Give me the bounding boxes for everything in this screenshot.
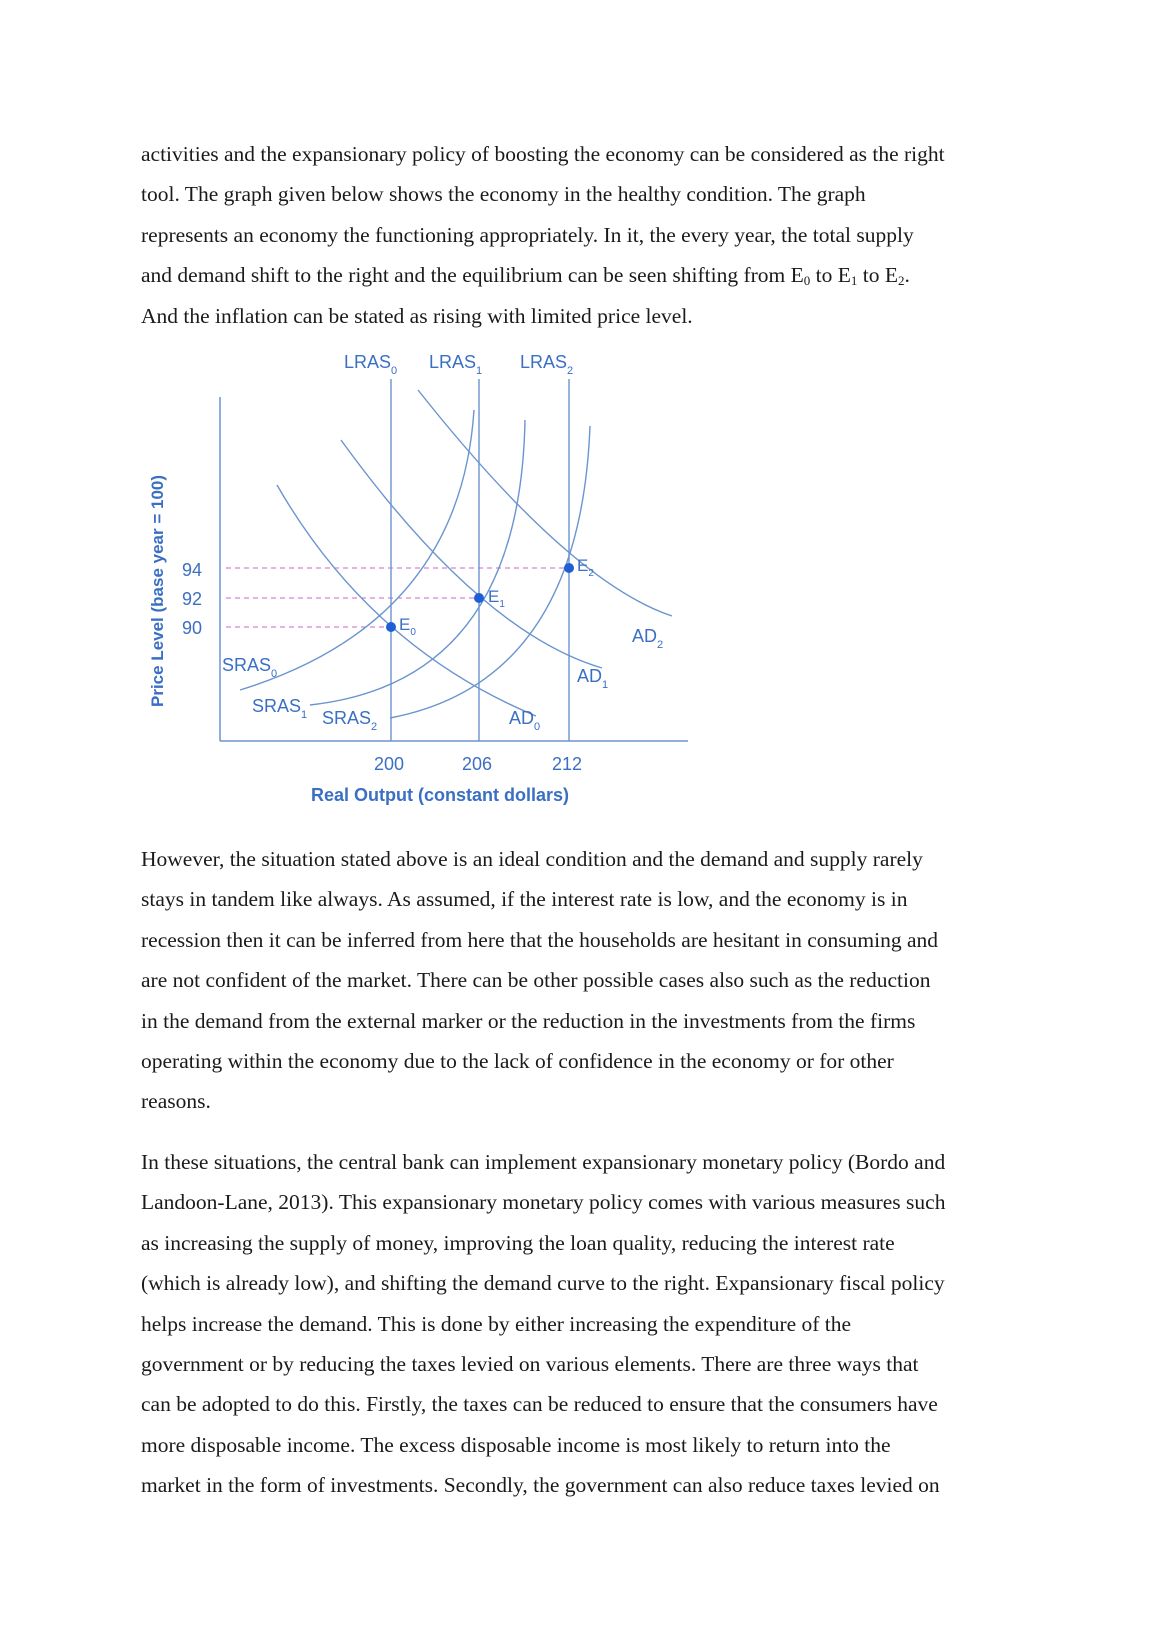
text-line: more disposable income. The excess disposable income is most likely to return into the (141, 1432, 891, 1457)
sras-1-label: $SRAS_1$ (252, 696, 308, 721)
x-axis-title: Real Output (constant dollars) (311, 785, 570, 805)
ad-1-label: $AD_1$ (577, 666, 609, 691)
equilibrium-point-e2 (564, 563, 574, 573)
sras-0-curve (240, 410, 474, 690)
text-line: in the demand from the external marker or the reduction in the investments from the firms (141, 1008, 916, 1033)
text-segment: and demand shift to the right and the equilibrium can be seen shifting from E (141, 263, 804, 288)
sras-0-label: $SRAS_0$ (222, 655, 278, 680)
text-line: activities and the expansionary policy of boosting the economy can be considered as the right (141, 142, 945, 166)
text-line: tool. The graph given below shows the economy in the healthy condition. The graph (141, 182, 866, 207)
text-line: government or by reducing the taxes levied on various elements. There are three ways that (141, 1352, 919, 1377)
x-tick-200: 200 (374, 754, 405, 774)
text-line: (which is already low), and shifting the demand curve to the right. Expansionary fiscal policy (141, 1271, 945, 1296)
paragraph-2 (141, 839, 1031, 1122)
y-axis-title: Price Level (base year = 100) (148, 474, 167, 707)
y-tick-92: 92 (182, 589, 203, 609)
equilibrium-point-e1 (474, 593, 484, 603)
x-tick-206: 206 (462, 754, 493, 774)
text-segment: . (904, 263, 910, 288)
text-line: In these situations, the central bank can implement expansionary monetary policy (Bordo and (141, 1150, 946, 1174)
text-line: can be adopted to do this. Firstly, the taxes can be reduced to ensure that the consumers have (141, 1392, 938, 1417)
ad-as-chart (140, 352, 700, 812)
e1-label: $E_1$ (488, 587, 505, 610)
text-line: stays in tandem like always. As assumed, if the interest rate is low, and the economy is in (141, 887, 908, 912)
sras-1-curve (310, 420, 525, 705)
text-line: are not confident of the market. There can be other possible cases also such as the reduction (141, 968, 931, 993)
y-tick-94: 94 (182, 560, 203, 580)
text-line: Landoon-Lane, 2013). This expansionary monetary policy comes with various measures such (141, 1190, 946, 1215)
text-segment: to E (810, 263, 851, 288)
x-tick-212: 212 (552, 754, 583, 774)
text-line: as increasing the supply of money, improving the loan quality, reducing the interest rate (141, 1230, 895, 1255)
text-line: However, the situation stated above is an ideal condition and the demand and supply rarely (141, 847, 923, 871)
text-line: helps increase the demand. This is done by either increasing the expenditure of the (141, 1311, 852, 1336)
e0-label: $E_0$ (399, 615, 416, 638)
lras-1-label: $LRAS_1$ (429, 352, 483, 377)
lras-0-label: $LRAS_0$ (344, 352, 398, 377)
paragraph-3 (141, 1142, 1031, 1506)
equilibrium-point-e0 (386, 622, 396, 632)
text-line: And the inflation can be stated as rising with limited price level. (141, 303, 693, 328)
text-line: recession then it can be inferred from here that the households are hesitant in consuming and (141, 927, 939, 952)
ad-1-curve (341, 440, 602, 668)
ad-2-label: $AD_2$ (632, 626, 664, 651)
y-tick-90: 90 (182, 618, 203, 638)
text-line: market in the form of investments. Secondly, the government can also reduce taxes levied on (141, 1473, 940, 1498)
subscript: 1 (850, 273, 858, 289)
ad-0-label: $AD_0$ (509, 708, 541, 733)
subscript: 2 (897, 273, 905, 289)
text-segment: to E (857, 263, 898, 288)
text-line (141, 255, 1031, 295)
text-line: reasons. (141, 1089, 211, 1114)
text-line: represents an economy the functioning appropriately. In it, the every year, the total supply (141, 222, 914, 247)
lras-2-label: $LRAS_2$ (520, 352, 574, 377)
text-line: operating within the economy due to the lack of confidence in the economy or for other (141, 1049, 894, 1074)
subscript: 0 (803, 273, 811, 289)
paragraph-1 (141, 134, 1031, 336)
sras-2-label: $SRAS_2$ (322, 708, 378, 733)
e2-label: $E_2$ (577, 556, 594, 579)
